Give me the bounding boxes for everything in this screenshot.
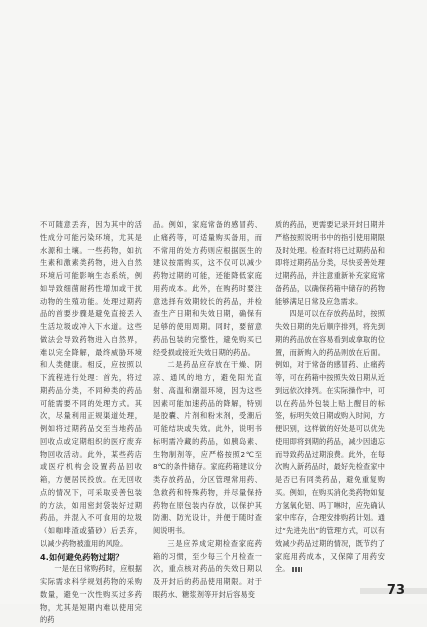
paragraph: 质的药品，更需要记录开封日期并严格按照说明书中的指引使用期限及时处理。检查时将已过期药品和即将过期药品分类，尽快妥善处理过期药品，并注意重新补充家庭常备药品，以确保药箱中储存的药物能够满足日常及应急需求。 [275,220,385,306]
paragraph [275,308,385,576]
page-number: 73 [386,583,405,598]
article-end-mark [292,567,302,572]
section-heading: 4.如何避免药物过期？ [40,551,124,562]
paragraph: 不可随意丢弃，因为其中的活性成分可能污染环境，尤其是水源和土壤。一些药物，如抗生素和激素类药物，进入自然环境后可能影响生态系统，例如导致细菌耐药性增加或干扰动物的生殖功能。处理过期药品的首要步骤是避免直接丢入生活垃圾或冲入下水道。这些做法会导致药物进入自然界，难以完全降解，最终威胁环境和人类健康。相反，应按照以下流程进行处理：首先，将过期药品分类，不同种类的药品可能需要不同的处理方式。其次，尽量利用正规渠道处理，例如将过期药品交至当地药品回收点或定期组织的医疗废弃物回收活动。此外，某些药店或医疗机构会设置药品回收箱，方便居民投放。在无回收点的情况下，可采取妥善包装的方法，如用密封袋装好过期药品，并混入不可食用的垃圾（如咖啡渣或猫砂）后丢弃，以减少药物被滥用的风险。 [40,220,142,548]
text-column-middle [153,219,262,602]
paragraph-text: 四是可以在存放药品时，按照失效日期的先后顺序排列，将先到期的药品放在容易看到或拿取的位置，而新购入的药品则放在后面。例如，对于常备的感冒药、止痛药等，可在药箱中按照失效日期从近到远依次排列。在实际操作中，可以在药品外包装上贴上醒目的标签，标明失效日期或购入时间，方便识别，这样做的好处是可以优先使用即将到期的药品，减少因遗忘而导致药品过期浪费。此外，在每次购入新药品时，最好先检查家中是否已有同类药品，避免重复购买。例如，在购买消化类药物如复方氢氧化铝、吗丁啉时，应先确认家中库存，合理安排购药计划。通过“先进先出”的管理方式，可以有效减少药品过期的情况，既节约了家庭用药成本，又保障了用药安全。 [275,309,385,574]
text-column-left [40,219,142,627]
paragraph: 二是药品应存放在干燥、阴凉、通风的地方，避免阳光直射、高温和潮湿环境，因为这些因素可能加速药品的降解，特别是胶囊、片剂和粉末剂，受潮后可能结块或失效。此外，说明书标明需冷藏的药品，如胰岛素、生物制剂等，应严格按照2℃至8℃的条件储存。家庭药箱建议分类存放药品，分区管理常用药、急救药和特殊药物，并尽量保持药物在原包装内存放，以保护其防潮、防光设计，并便于随时查阅说明书。 [153,360,262,535]
paragraph: 品。例如，家庭常备的感冒药、止痛药等，可适量购买备用，而不常用的处方药则应根据医生的建议按需购买，这不仅可以减少药物过期的可能，还能降低家庭用药成本。此外，在购药时要注意选择有效期较长的药品，并检查生产日期和失效日期，确保有足够的使用周期。同时，要留意药品包装的完整性，避免购买已经受损或接近失效日期的药品。 [153,220,262,357]
text-column-right [275,219,385,576]
paragraph: 一是在日常购药时，应根据实际需求科学规划药物的采购数量，避免一次性购买过多药物，尤其是短期内难以使用完的药 [40,564,142,625]
paragraph: 三是应养成定期检查家庭药箱的习惯，至少每三个月检查一次，重点核对药品的失效日期以及开封后的药品使用期限。对于眼药水、糖浆剂等开封后容易变 [153,538,262,599]
